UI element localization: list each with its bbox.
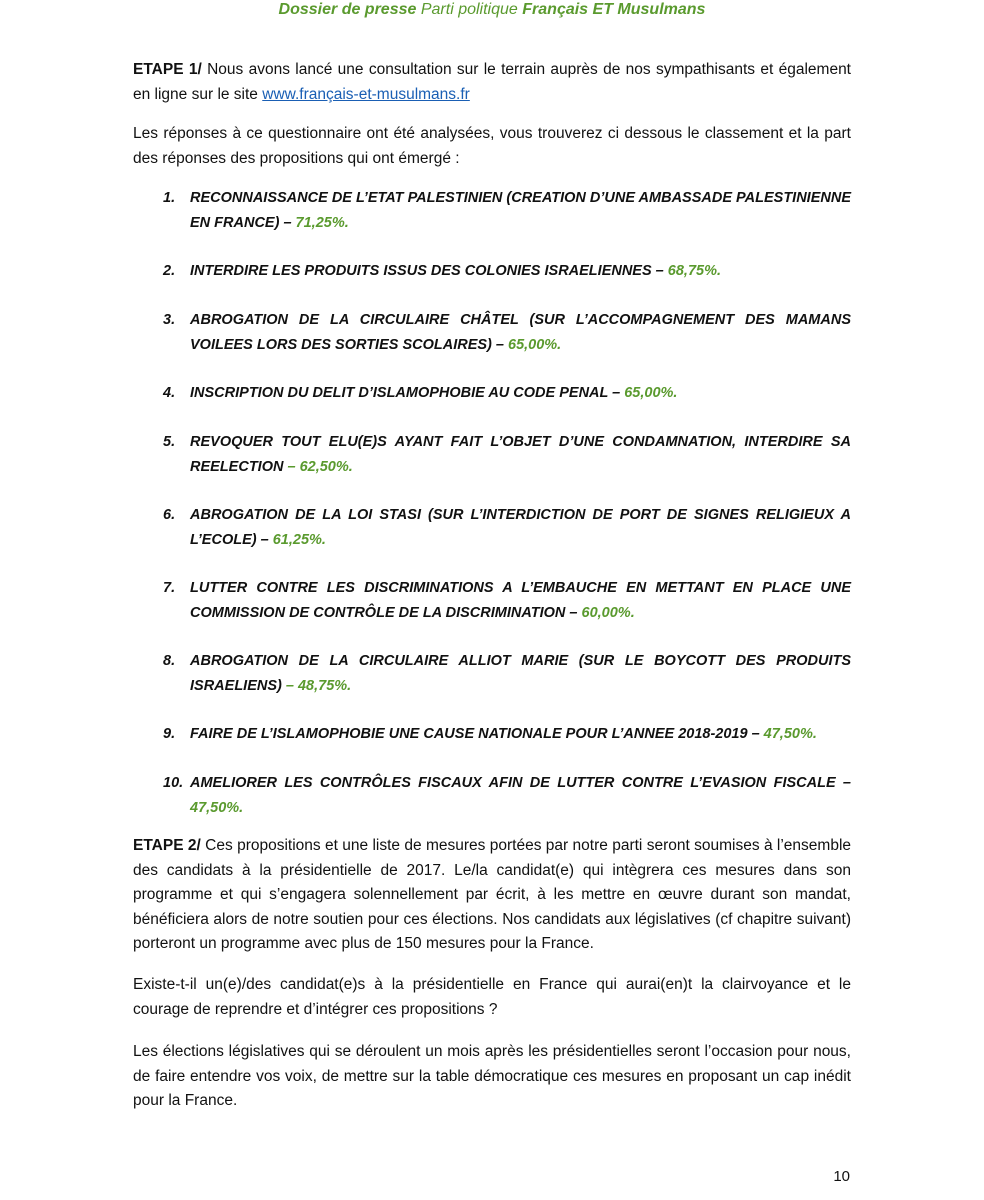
item-text: INTERDIRE LES PRODUITS ISSUS DES COLONIES ISRAELIENNES – xyxy=(190,263,668,279)
item-text: RECONNAISSANCE DE L’ETAT PALESTINIEN (CREATION D’UNE AMBASSADE PALESTINIENNE EN FRANCE) – xyxy=(190,190,851,231)
item-text: ABROGATION DE LA LOI STASI (SUR L’INTERDICTION DE PORT DE SIGNES RELIGIEUX A L’ECOLE) – xyxy=(190,507,851,548)
header-title-part3: Français ET Musulmans xyxy=(522,1,706,18)
question-paragraph-wrap xyxy=(133,973,851,1022)
item-number: 4. xyxy=(163,385,176,401)
item-number: 9. xyxy=(163,726,176,742)
intro-paragraph-wrap xyxy=(133,122,851,171)
item-text-wrap xyxy=(190,186,851,235)
page-header xyxy=(0,0,984,20)
item-text-wrap xyxy=(190,381,851,406)
item-number: 6. xyxy=(163,507,176,523)
item-number: 3. xyxy=(163,312,176,328)
item-text: FAIRE DE L’ISLAMOPHOBIE UNE CAUSE NATIONALE POUR L’ANNEE 2018-2019 – xyxy=(190,726,764,742)
item-percentage: 61,25%. xyxy=(272,531,326,548)
etape1-paragraph-wrap xyxy=(133,58,851,107)
item-percentage: 65,00%. xyxy=(508,336,562,353)
item-percentage: – 48,75%. xyxy=(285,677,352,694)
site-link[interactable]: www.français-et-musulmans.fr xyxy=(262,85,470,103)
item-text-wrap xyxy=(190,771,851,820)
item-text-wrap xyxy=(190,308,851,357)
etape1-paragraph xyxy=(133,58,851,107)
item-number: 2. xyxy=(163,263,176,279)
item-text: INSCRIPTION DU DELIT D’ISLAMOPHOBIE AU CODE PENAL – xyxy=(190,385,625,401)
item-percentage: 65,00%. xyxy=(624,385,678,401)
item-number: 1. xyxy=(163,190,176,206)
item-percentage: 60,00%. xyxy=(581,604,635,621)
item-text-wrap xyxy=(190,430,851,479)
etape2-paragraph xyxy=(133,834,851,957)
etape2-text: Ces propositions et une liste de mesures portées par notre parti seront soumises à l’ensemble des candidats à la présidentielle de 2017. Le/la candidat(e) qui intègrera ces mesures dans son programme et qui s’engagera solennellement par écrit, à les mettre en œuvre durant son mandat, bénéficiera alors de notre soutien pour ces élections. Nos candidats aux législatives (cf chapitre suivant) porteront un programme avec plus de 150 mesures pour la France. xyxy=(133,837,852,952)
item-number: 10. xyxy=(163,775,184,791)
etape1-text: Nous avons lancé une consultation sur le terrain auprès de nos sympathisants et également en ligne sur le site xyxy=(133,61,851,103)
page-number: 10 xyxy=(833,1168,850,1185)
item-percentage: 68,75%. xyxy=(667,263,721,279)
header-title-part1: Dossier de presse xyxy=(278,1,417,18)
item-percentage: 47,50%. xyxy=(190,799,244,816)
item-number: 5. xyxy=(163,434,176,450)
etape1-label: ETAPE 1/ xyxy=(133,61,202,78)
item-text-wrap xyxy=(190,503,851,552)
etape2-paragraph-wrap xyxy=(133,834,851,957)
item-text: AMELIORER LES CONTRÔLES FISCAUX AFIN DE LUTTER CONTRE L’EVASION FISCALE – xyxy=(190,775,851,791)
item-percentage: 71,25%. xyxy=(295,214,349,231)
closing-paragraph-wrap xyxy=(133,1040,851,1114)
item-number: 8. xyxy=(163,653,176,669)
item-text: ABROGATION DE LA CIRCULAIRE ALLIOT MARIE (SUR LE BOYCOTT DES PRODUITS ISRAELIENS) xyxy=(190,653,851,694)
item-text-wrap xyxy=(190,722,851,747)
etape2-label: ETAPE 2/ xyxy=(133,837,201,854)
item-text-wrap xyxy=(190,259,851,284)
item-text-wrap xyxy=(190,649,851,698)
closing-paragraph: Les élections législatives qui se déroulent un mois après les présidentielles seront l’occasion pour nous, de faire entendre vos voix, de mettre sur la table démocratique ces mesures en proposant un cap inédit pour la France. xyxy=(133,1043,851,1109)
item-percentage: 47,50%. xyxy=(763,726,817,742)
question-paragraph: Existe-t-il un(e)/des candidat(e)s à la présidentielle en France qui aurai(en)t la clairvoyance et le courage de reprendre et d’intégrer ces propositions ? xyxy=(133,976,851,1018)
item-text: LUTTER CONTRE LES DISCRIMINATIONS A L’EMBAUCHE EN METTANT EN PLACE UNE COMMISSION DE CONTRÔLE DE LA DISCRIMINATION – xyxy=(190,580,851,621)
item-text-wrap xyxy=(190,576,851,625)
item-text: REVOQUER TOUT ELU(E)S AYANT FAIT L’OBJET D’UNE CONDAMNATION, INTERDIRE SA REELECTION xyxy=(190,434,851,475)
header-title-part2: Parti politique xyxy=(420,1,518,18)
item-number: 7. xyxy=(163,580,176,596)
intro-paragraph: Les réponses à ce questionnaire ont été analysées, vous trouverez ci dessous le classement et la part des réponses des propositions qui ont émergé : xyxy=(133,125,851,167)
item-text: ABROGATION DE LA CIRCULAIRE CHÂTEL (SUR L’ACCOMPAGNEMENT DES MAMANS VOILEES LORS DES SORTIES SCOLAIRES) – xyxy=(190,312,851,353)
item-percentage: – 62,50%. xyxy=(287,458,353,475)
